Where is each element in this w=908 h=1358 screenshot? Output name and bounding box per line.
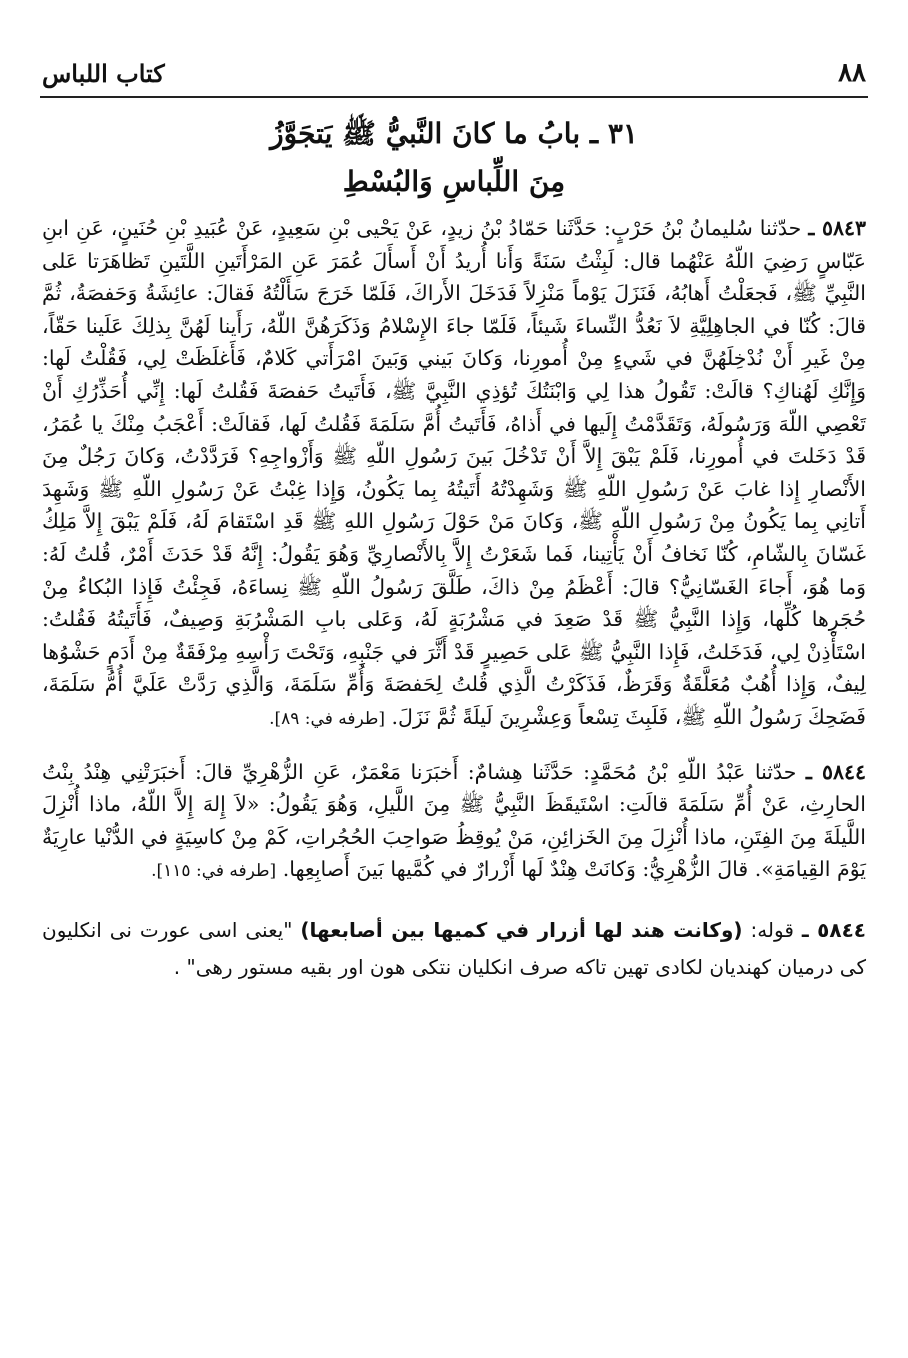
running-header (42, 50, 866, 96)
hadith-text: حدّثنا عَبْدُ اللّهِ بْنُ مُحَمَّدٍ: حَدَّثَنا هِشامٌ: أَخبَرَنا مَعْمَرٌ، عَنِ الزُّهْرِيِّ قالَ: أَخبَرَتْنِي هِنْدُ بِنْتُ الحارِثِ، عَنْ أُمِّ سَلَمَةَ قالَتِ: اسْتَيقَظَ النَّبِيُّ ﷺ مِنَ اللَّيلِ، وَهُوَ يَقُولُ: «لاَ إِلهَ إِلاَّ اللّهُ، ماذا أُنْزِلَ اللَّيلَةَ مِنَ الفِتَنِ، ماذا أُنْزِلَ مِنَ الخَزائِنِ، مَنْ يُوقِظُ صَواحِبَ الحُجُراتِ، كَمْ مِنْ كاسِيَةٍ في الدُّنْيا عارِيَةٌ يَوْمَ القِيامَةِ». قالَ الزُّهْرِيُّ: وَكانَتْ هِنْدٌ لَها أَزْرارٌ في كُمَّيها بَينَ أَصابِعِها. (42, 759, 866, 882)
chapter-heading (60, 110, 848, 206)
hadith-reference: [طرفه في: ٨٩]. (269, 708, 386, 729)
page-number: ٨٨ (838, 58, 866, 88)
hadith-5844 (42, 756, 866, 888)
hadith-text: حدّثنا سُليمانُ بْنُ حَرْبٍ: حَدَّثَنا حَمّادُ بْنُ زيدٍ، عَنْ يَحْيى بْنِ سَعِيدٍ، عَنْ عُبَيدِ بْنِ حُنَينٍ، عَنِ ابنِ عَبّاسٍ رَضِيَ اللّهُ عَنْهُما قال: لَبِثْتُ سَنَةً وَأَنا أُريدُ أَنْ أَسأَلَ عُمَرَ عَنِ المَرْأَتَينِ اللَّتَينِ تَظاهَرَتا عَلى النَّبِيِّ ﷺ، فَجعَلْتُ أَهابُهُ، فَنَزَلَ يَوْماً مَنْزِلاً فَدَخَلَ الأَراكَ، فَلَمّا خَرَجَ سَأَلْتُهُ فَقالَ: عائِشَةُ وَحَفصَةُ، ثُمَّ قالَ: كُنّا في الجاهِلِيَّةِ لاَ نَعُدُّ النِّساءَ شَيئاً، فَلَمّا جاءَ الإِسْلامُ وَذَكَرَهُنَّ اللّهُ، رَأَينا لَهُنَّ بِذلِكَ عَلَينا حَقّاً، مِنْ غَيرِ أَنْ نُدْخِلَهُنَّ في شَيءٍ مِنْ أُمورِنا، وَكانَ بَيني وَبَينَ امْرَأَتي كَلامٌ، فَأَغلَظَتْ لِي، فَقُلْتُ لَها: وَإِنَّكِ لَهُناكِ؟ قالَتْ: تَقُولُ هذا لِي وَابْنَتُكَ تُؤذِي النَّبِيَّ ﷺ، فَأَتَيتُ حَفصَةَ فَقُلتُ لَها: إِنِّي أُحَذِّرُكِ أَنْ تَعْصِي اللّهَ وَرَسُولَهُ، وَتَقَدَّمْتُ إِلَيها في أَذاهُ، فَأَتَيتُ أُمَّ سَلَمَةَ فَقُلتُ لَها، فَقالَتْ: أَعْجَبُ مِنْكَ يا عُمَرُ، قَدْ دَخَلتَ في أُمورِنا، فَلَمْ يَبْقَ إِلاَّ أَنْ تَدْخُلَ بَينَ رَسُولِ اللّهِ ﷺ وَأَزْواجِهِ؟ فَرَدَّدْتُ، وَكانَ رَجُلٌ مِنَ الأَنْصارِ إِذا غابَ عَنْ رَسُولِ اللّهِ ﷺ وَشَهِدْتُهُ أَتَيتُهُ بِما يَكُونُ، وَإِذا غِبْتُ عَنْ رَسُولِ اللّهِ ﷺ وَشَهِدَ أَتانِي بِما يَكُونُ مِنْ رَسُولِ اللّهِ ﷺ، وَكانَ مَنْ حَوْلَ رَسُولِ اللهِ ﷺ قَدِ اسْتَقامَ لَهُ، فَلَمْ يَبْقَ إِلاَّ مَلِكُ غَسّانَ بِالشّامِ، كُنّا نَخافُ أَنْ يَأْتِينا، فَما شَعَرْتُ إِلاَّ بِالأَنْصارِيِّ وَهُوَ يَقُولُ: إِنَّهُ قَدْ حَدَثَ أَمْرٌ، قُلتُ لَهُ: وَما هُوَ، أَجاءَ الغَسّانِيُّ؟ قالَ: أَعْظَمُ مِنْ ذاكَ، طَلَّقَ رَسُولُ اللّهِ ﷺ نِساءَهُ، فَجِئْتُ فَإِذا البُكاءُ مِنْ حُجَرِها كُلِّها، وَإِذا النَّبِيُّ ﷺ قَدْ صَعِدَ في مَشْرُبَةٍ لَهُ، وَعَلى بابِ المَشْرُبَةِ وَصِيفٌ، فَأَتَيتُهُ فَقُلتُ: اسْتَأْذِنْ لِي، فَدَخَلتُ، فَإِذا النَّبِيُّ ﷺ عَلى حَصِيرٍ قَدْ أَثَّرَ في جَنْبِهِ، وَتَحْتَ رَأْسِهِ مِرْفَقَةٌ مِنْ أَدَمٍ حَشْوُها لِيفٌ، وَإِذا أُهُبٌ مُعَلَّقَةٌ وَقَرَظٌ، فَذَكَرْتُ الَّذِي قُلتُ لِحَفصَةَ وَأُمِّ سَلَمَةَ، وَالَّذِي رَدَّتْ عَلَيَّ أُمُّ سَلَمَةَ، فَضَحِكَ رَسُولُ اللّهِ ﷺ، فَلَبِثَ تِسْعاً وَعِشْرِينَ لَيلَةً ثُمَّ نَزَلَ. (42, 216, 866, 729)
book-title: كتاب اللباس (42, 58, 165, 88)
chapter-heading-line-1: ٣١ ـ بابُ ما كانَ النَّبيُّ ﷺ يَتجَوَّزُ (270, 117, 638, 150)
commentary-label: قوله: (742, 917, 802, 942)
hadith-reference: [طرفه في: ١١٥]. (151, 861, 277, 882)
hadith-number: ٥٨٤٣ ـ (808, 216, 866, 240)
chapter-heading-line-2: مِنَ اللِّباسِ وَالبُسْطِ (342, 165, 566, 198)
hadith-5843 (42, 212, 866, 736)
commentary-text: "يعنى اسى عورت نى انكليون كى درميان كهنديان لكادى تهين تاكه صرف انكليان نتكى هون اور بقيه مستور رهى" . (42, 917, 866, 979)
page-content (42, 212, 866, 1006)
commentary-quoted-phrase: (وكانت هند لها أزرار في كميها بين أصابعها) (300, 917, 743, 942)
commentary-number: ٥٨٤٤ ـ (801, 917, 866, 942)
header-divider (40, 96, 868, 98)
hadith-number: ٥٨٤٤ ـ (805, 759, 866, 784)
commentary-note (42, 912, 866, 986)
